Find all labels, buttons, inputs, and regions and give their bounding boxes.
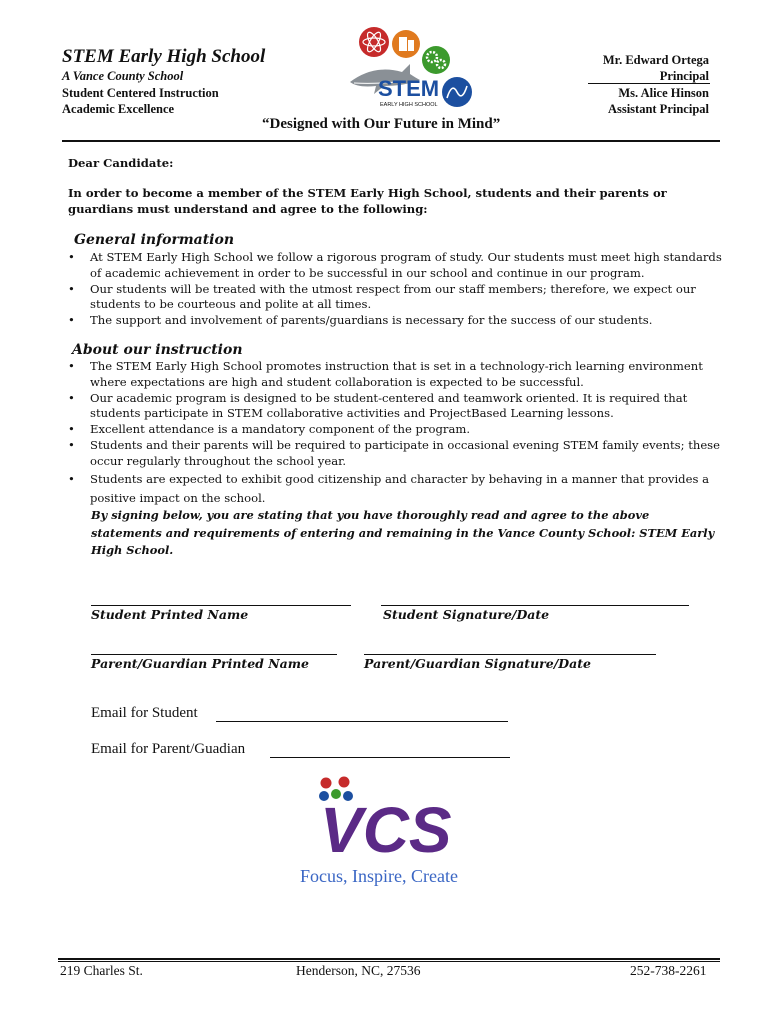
principal-name: Mr. Edward Ortega xyxy=(602,53,709,67)
student-signature-line[interactable] xyxy=(381,605,689,606)
list-item: • Students and their parents will be required to participate in occasional evening STEM family events; these occur regularly throughout the school year. xyxy=(68,437,720,468)
school-name: STEM Early High School xyxy=(62,46,266,67)
intro-paragraph: In order to become a member of the STEM Early High School, students and their parents or guardians must understand and agree to the following: xyxy=(68,186,667,216)
stem-logo xyxy=(344,20,484,116)
footer-address: 219 Charles St. xyxy=(60,963,143,978)
footer-divider-thin xyxy=(58,961,720,962)
assistant-name: Ms. Alice Hinson xyxy=(618,86,709,100)
footer-divider xyxy=(58,958,720,960)
list-item: • Our students will be treated with the utmost respect from our staff members; therefore, we expect our students to be courteous and polite at all times. xyxy=(68,281,696,312)
vcs-tagline: Focus, Inspire, Create xyxy=(300,866,458,886)
agreement-statement: By signing below, you are stating that you have thoroughly read and agree to the above statements and requirements of entering and remaining in the Vance County School: STEM Early High School. xyxy=(91,508,715,557)
email-parent-field[interactable] xyxy=(270,757,510,758)
school-tagline-1: Student Centered Instruction xyxy=(62,86,219,100)
school-motto: “Designed with Our Future in Mind” xyxy=(262,116,501,132)
principal-title: Principal xyxy=(659,69,709,83)
parent-name-label: Parent/Guardian Printed Name xyxy=(91,656,309,671)
footer-city: Henderson, NC, 27536 xyxy=(296,963,421,978)
school-subtitle: A Vance County School xyxy=(62,69,184,83)
greeting: Dear Candidate: xyxy=(68,156,174,170)
email-parent-label: Email for Parent/Guadian xyxy=(91,741,246,757)
list-item: • Excellent attendance is a mandatory component of the program. xyxy=(68,422,471,437)
list-item: • Our academic program is designed to be student-centered and teamwork oriented. It is required that students participate in STEM collaborative activities and ProjectBased Learning lessons. xyxy=(68,390,688,421)
email-student-field[interactable] xyxy=(216,721,508,722)
principal-underline xyxy=(588,83,710,84)
student-signature-label: Student Signature/Date xyxy=(383,607,550,622)
vcs-logo-text: VCS xyxy=(320,794,452,862)
stem-logo-text: STEM xyxy=(378,76,440,101)
stem-logo-subtext: EARLY HIGH SCHOOL xyxy=(380,102,438,108)
list-item: • The support and involvement of parents/guardians is necessary for the success of our students. xyxy=(68,313,653,328)
student-name-label: Student Printed Name xyxy=(91,607,249,622)
list-item: • Students are expected to exhibit good citizenship and character by behaving in a manner that provides a positive impact on the school. xyxy=(68,471,710,505)
list-item: • At STEM Early High School we follow a rigorous program of study. Our students must meet high standards of academic achievement in order to be successful in our school and continue in our program. xyxy=(68,250,722,280)
list-item: • The STEM Early High School promotes instruction that is set in a technology-rich learning environment where expectations are high and student collaboration is expected to be successful. xyxy=(68,359,703,389)
assistant-title: Assistant Principal xyxy=(607,102,709,116)
section-heading-instruction: About our instruction xyxy=(72,342,243,358)
email-student-label: Email for Student xyxy=(91,705,198,721)
vcs-logo xyxy=(312,772,462,862)
instruction-list xyxy=(68,359,728,508)
header-divider xyxy=(62,140,720,142)
parent-signature-label: Parent/Guardian Signature/Date xyxy=(364,656,591,671)
footer-phone: 252-738-2261 xyxy=(630,963,707,978)
student-name-line[interactable] xyxy=(91,605,351,606)
general-info-list xyxy=(68,250,728,329)
school-tagline-2: Academic Excellence xyxy=(62,102,175,116)
parent-signature-line[interactable] xyxy=(364,654,656,655)
parent-name-line[interactable] xyxy=(91,654,337,655)
section-heading-general: General information xyxy=(74,232,235,248)
